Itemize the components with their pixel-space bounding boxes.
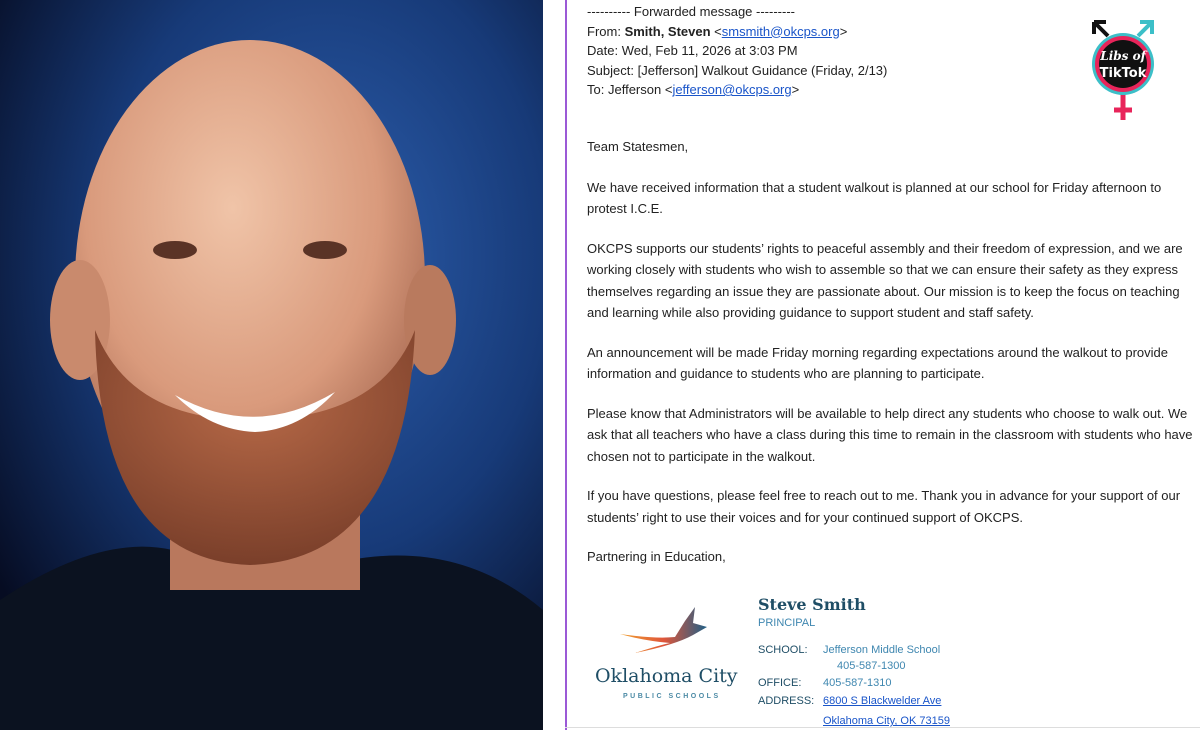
school-phone: 405-587-1300 <box>837 660 906 672</box>
libs-of-tiktok-watermark <box>1088 18 1158 128</box>
office-label: OFFICE: <box>758 677 802 689</box>
date-line <box>587 41 887 61</box>
from-label: From: <box>587 23 621 39</box>
signature-name: Steve Smith <box>758 595 866 614</box>
paragraph-line: chosen not to participate in the walkout. <box>587 448 816 464</box>
from-email-link[interactable]: smsmith@okcps.org <box>721 23 840 39</box>
school-label: SCHOOL: <box>758 644 808 656</box>
address-line1-link[interactable]: 6800 S Blackwelder Ave <box>823 695 942 707</box>
subject-value: [Jefferson] Walkout Guidance (Friday, 2/13) <box>637 62 888 78</box>
paragraph-line: working closely with students who wish to assemble so that we can ensure their safety as they express <box>587 262 1179 277</box>
to-name: Jefferson <box>607 82 662 97</box>
paragraph-line: information and guidance to students who are planning to participate. <box>587 366 985 381</box>
paragraph-line: ask that all teachers who have a class during this time to remain in the classroom with students who have <box>587 427 1193 442</box>
from-name: Smith, Steven <box>624 23 711 39</box>
paragraph-line: If you have questions, please feel free to reach out to me. Thank you in advance for your support of our <box>587 488 1181 503</box>
quote-bar <box>565 0 567 730</box>
portrait-photo <box>0 0 543 730</box>
paragraph-line: Please know that Administrators will be available to help direct any students who choose to walk out. We <box>587 405 1188 421</box>
address-line2-link[interactable]: Oklahoma City, OK 73159 <box>823 715 950 727</box>
greeting: Team Statesmen, <box>587 139 689 154</box>
email-signature <box>587 593 1187 730</box>
email-header <box>587 2 887 100</box>
paragraph-line: protest I.C.E. <box>587 201 663 216</box>
signature-title: PRINCIPAL <box>758 617 816 629</box>
subject-line <box>587 61 887 81</box>
watermark-line1: Libs of <box>1100 49 1146 63</box>
logo-sub: PUBLIC SCHOOLS <box>623 693 721 700</box>
office-phone: 405-587-1310 <box>823 677 892 689</box>
from-line: From: Smith, Steven <smsmith@okcps.org> <box>587 23 848 39</box>
school-name: Jefferson Middle School <box>823 644 941 656</box>
subject-label: Subject: <box>587 62 634 78</box>
watermark-line2: TikTok <box>1099 66 1147 81</box>
body-paragraph <box>587 485 1187 528</box>
closing: Partnering in Education, <box>587 549 726 564</box>
logo-name: Oklahoma City <box>595 665 738 687</box>
date-value: Wed, Feb 11, 2026 at 3:03 PM <box>621 43 798 58</box>
paragraph-line: OKCPS supports our students’ rights to peaceful assembly and their freedom of expression, and we are <box>587 240 1183 256</box>
paragraph-line: We have received information that a student walkout is planned at our school for Friday afternoon to <box>587 179 1162 195</box>
email-body <box>587 136 1193 586</box>
address-label: ADDRESS: <box>758 695 815 707</box>
bird-logo-icon <box>615 601 725 661</box>
forward-line: ---------- Forwarded message --------- <box>587 4 795 19</box>
paragraph-line: themselves regarding an issue they are passionate about. Our mission is to keep the focus on teaching <box>587 283 1180 299</box>
paragraph-line: and learning while also providing guidance to support student and staff safety. <box>587 305 1034 320</box>
body-paragraph <box>587 403 1193 468</box>
body-paragraph <box>587 177 1187 220</box>
divider <box>565 727 1200 728</box>
to-email-link[interactable]: jefferson@okcps.org <box>672 82 792 97</box>
date-label: Date: <box>587 43 619 58</box>
body-paragraph <box>587 238 1187 324</box>
body-paragraph <box>587 342 1187 385</box>
to-label: To: <box>587 82 605 97</box>
okcps-logo <box>595 613 738 713</box>
paragraph-line: students’ right to use their voices and for your continued support of OKCPS. <box>587 509 1023 525</box>
to-line: To: Jefferson <jefferson@okcps.org> <box>587 82 800 97</box>
paragraph-line: An announcement will be made Friday morning regarding expectations around the walkout to provide <box>587 344 1169 360</box>
